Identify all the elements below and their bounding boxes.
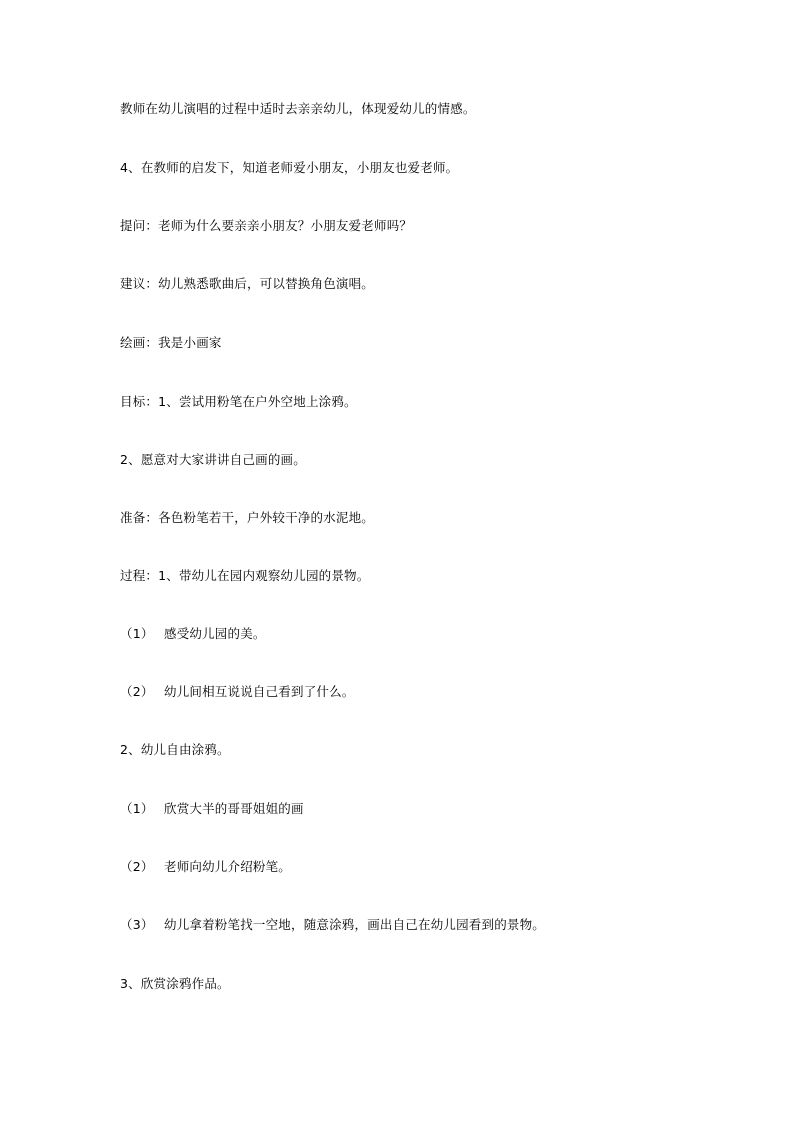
- paragraph-suggestion: 建议：幼儿熟悉歌曲后，可以替换角色演唱。: [120, 276, 375, 291]
- list-item-label: （2）: [120, 684, 154, 699]
- list-item-b1: [120, 801, 304, 817]
- paragraph-process-3: 3、欣赏涂鸦作品。: [120, 976, 230, 991]
- list-item-a1: [120, 626, 266, 642]
- list-item-label: （1）: [120, 801, 154, 816]
- paragraph-goal-1: 目标：1、尝试用粉笔在户外空地上涂鸦。: [120, 394, 357, 409]
- paragraph-preparation: 准备：各色粉笔若干，户外较干净的水泥地。: [120, 510, 375, 525]
- list-item-text: 老师向幼儿介绍粉笔。: [164, 859, 292, 874]
- list-item-b2: [120, 859, 291, 875]
- list-item-label: （3）: [120, 917, 154, 932]
- paragraph-question: 提问：老师为什么要亲亲小朋友？小朋友爱老师吗？: [120, 218, 413, 233]
- list-item-text: 幼儿间相互说说自己看到了什么。: [164, 684, 355, 699]
- list-item-text: 幼儿拿着粉笔找一空地，随意涂鸦，画出自己在幼儿园看到的景物。: [164, 917, 546, 932]
- paragraph-process-2: 2、幼儿自由涂鸦。: [120, 742, 230, 757]
- list-item-label: （1）: [120, 626, 154, 641]
- paragraph-item-4: 4、在教师的启发下，知道老师爱小朋友，小朋友也爱老师。: [120, 160, 459, 175]
- paragraph-goal-2: 2、愿意对大家讲讲自己画的画。: [120, 452, 306, 467]
- list-item-label: （2）: [120, 859, 154, 874]
- list-item-b3: [120, 917, 545, 933]
- list-item-text: 感受幼儿园的美。: [164, 626, 266, 641]
- list-item-a2: [120, 684, 355, 700]
- paragraph-process-1: 过程：1、带幼儿在园内观察幼儿园的景物。: [120, 568, 370, 583]
- paragraph-drawing-title: 绘画：我是小画家: [120, 335, 222, 350]
- list-item-text: 欣赏大半的哥哥姐姐的画: [164, 801, 304, 816]
- paragraph-teacher-kiss: 教师在幼儿演唱的过程中适时去亲亲幼儿，体现爱幼儿的情感。: [120, 101, 476, 116]
